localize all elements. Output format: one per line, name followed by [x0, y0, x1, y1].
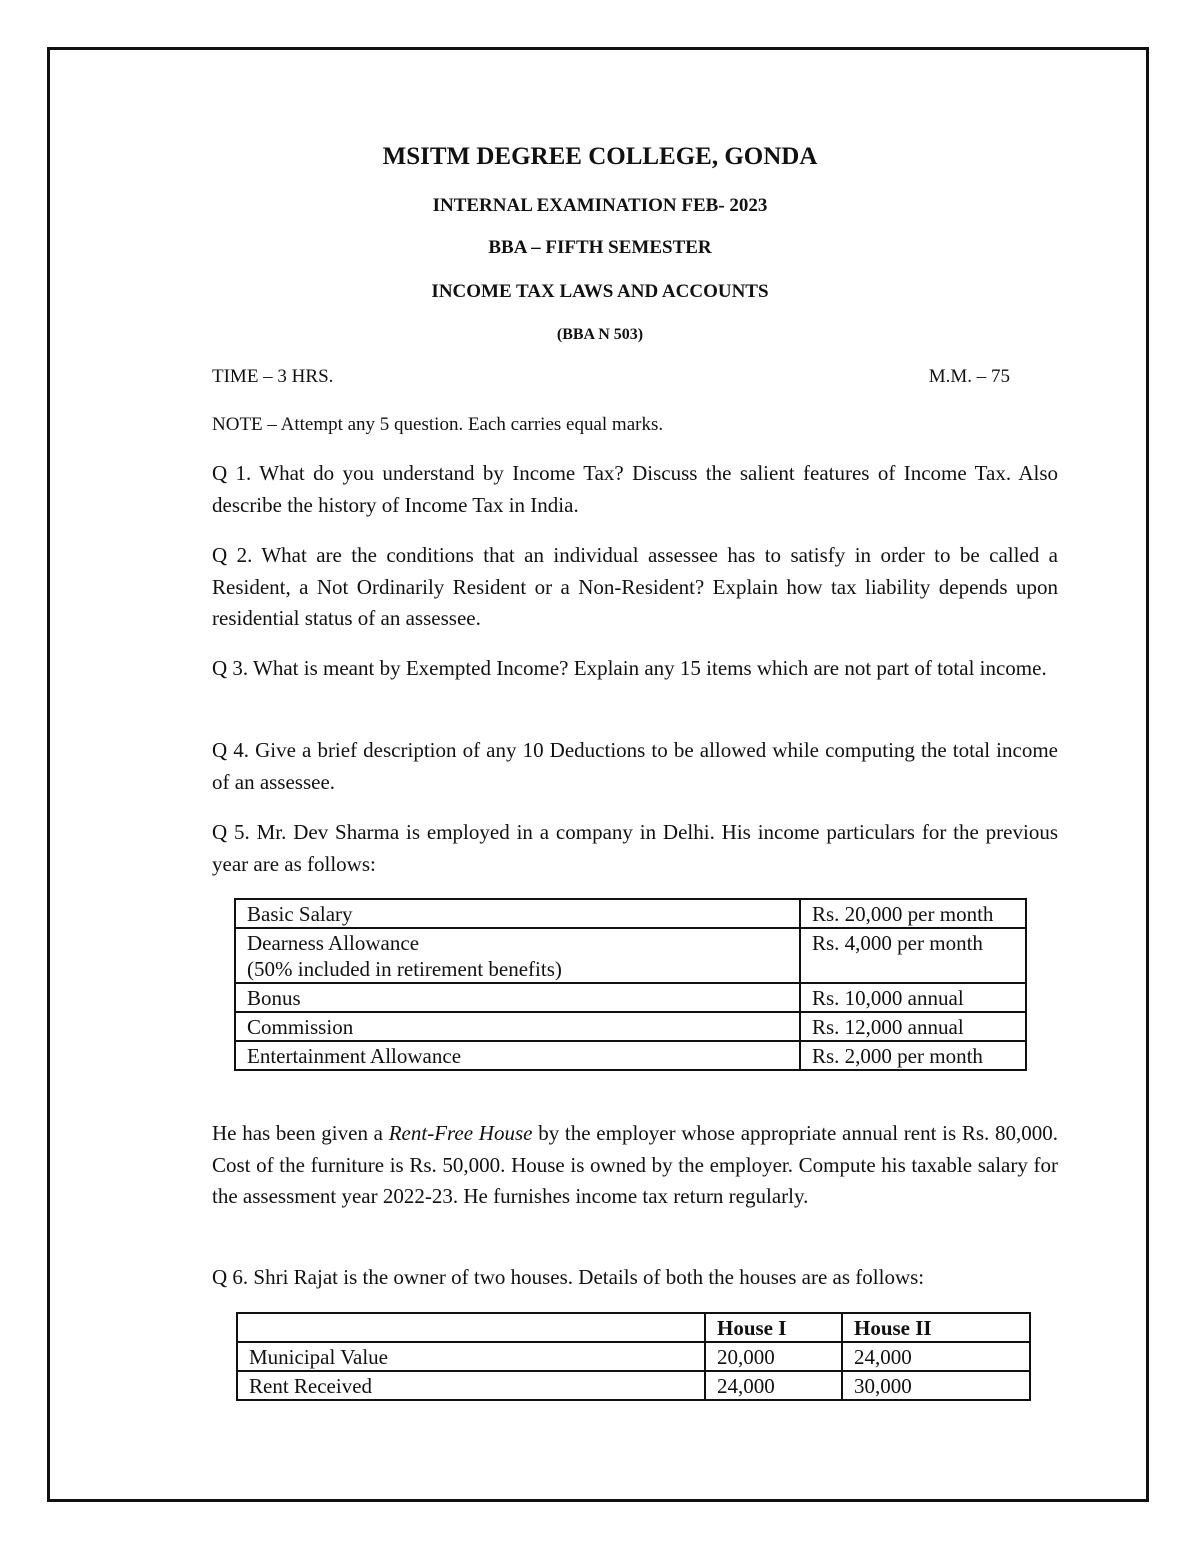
- salary-item: Bonus: [235, 983, 800, 1012]
- house-row-label: Rent Received: [237, 1371, 705, 1400]
- salary-value: Rs. 4,000 per month: [800, 928, 1026, 983]
- salary-item-note: (50% included in retirement benefits): [247, 957, 562, 981]
- question-5: Q 5. Mr. Dev Sharma is employed in a company in Delhi. His income particulars for the previous year are as follows:: [212, 820, 1058, 876]
- salary-value: Rs. 20,000 per month: [800, 899, 1026, 928]
- house-2-value: 24,000: [842, 1342, 1030, 1371]
- salary-value: Rs. 12,000 annual: [800, 1012, 1026, 1041]
- course-title: BBA – FIFTH SEMESTER: [488, 237, 712, 258]
- exam-note: NOTE – Attempt any 5 question. Each carries equal marks.: [212, 414, 664, 435]
- q5-text-italic: Rent-Free House: [388, 1121, 533, 1145]
- salary-item: [235, 928, 800, 983]
- table-row: [237, 1342, 1030, 1371]
- question-3: Q 3. What is meant by Exempted Income? Explain any 15 items which are not part of total income.: [212, 656, 1047, 680]
- salary-item: Entertainment Allowance: [235, 1041, 800, 1070]
- table-header-row: [237, 1313, 1030, 1342]
- college-title: MSITM DEGREE COLLEGE, GONDA: [382, 143, 818, 170]
- table-row: [235, 928, 1026, 983]
- exam-meta: [212, 366, 1010, 388]
- question-4: Q 4. Give a brief description of any 10 Deductions to be allowed while computing the total income of an assessee.: [212, 738, 1058, 794]
- house-2-value: 30,000: [842, 1371, 1030, 1400]
- salary-item-label: Dearness Allowance: [247, 931, 420, 955]
- house-table: [236, 1312, 1031, 1401]
- house-header-1: House I: [705, 1313, 842, 1342]
- q5-text-prefix: He has been given a: [212, 1121, 389, 1145]
- salary-item: Commission: [235, 1012, 800, 1041]
- table-row: [235, 899, 1026, 928]
- subject-title: INCOME TAX LAWS AND ACCOUNTS: [431, 281, 769, 302]
- salary-table: [234, 898, 1027, 1071]
- question-1: Q 1. What do you understand by Income Tax? Discuss the salient features of Income Tax. Also describe the history of Income Tax in India.: [212, 461, 1058, 517]
- subject-code: (BBA N 503): [556, 326, 644, 343]
- table-row: [235, 1012, 1026, 1041]
- question-5-continuation: [212, 1118, 1058, 1213]
- question-6: Q 6. Shri Rajat is the owner of two houses. Details of both the houses are as follows:: [212, 1265, 925, 1289]
- table-row: [235, 983, 1026, 1012]
- table-row: [237, 1371, 1030, 1400]
- salary-value: Rs. 2,000 per month: [800, 1041, 1026, 1070]
- salary-value: Rs. 10,000 annual: [800, 983, 1026, 1012]
- exam-title: INTERNAL EXAMINATION FEB- 2023: [432, 195, 768, 216]
- house-1-value: 20,000: [705, 1342, 842, 1371]
- max-marks-label: M.M. – 75: [928, 366, 1010, 387]
- house-header-2: House II: [842, 1313, 1030, 1342]
- q5-text-suffix: by the employer whose appropriate annual rent is Rs. 80,000. Cost of the furniture is Rs. 50,000. House is owned by the employer. Compute his taxable salary for the assessment year 2022-23. He furnishes income tax return regularly.: [212, 1121, 1059, 1208]
- salary-item: Basic Salary: [235, 899, 800, 928]
- time-label: TIME – 3 HRS.: [212, 366, 334, 387]
- question-2: Q 2. What are the conditions that an individual assessee has to satisfy in order to be called a Resident, a Not Ordinarily Resident or a Non-Resident? Explain how tax liability depends upon residential status of an assessee.: [212, 543, 1058, 630]
- table-row: [235, 1041, 1026, 1070]
- house-header-blank: [237, 1313, 705, 1342]
- house-1-value: 24,000: [705, 1371, 842, 1400]
- house-row-label: Municipal Value: [237, 1342, 705, 1371]
